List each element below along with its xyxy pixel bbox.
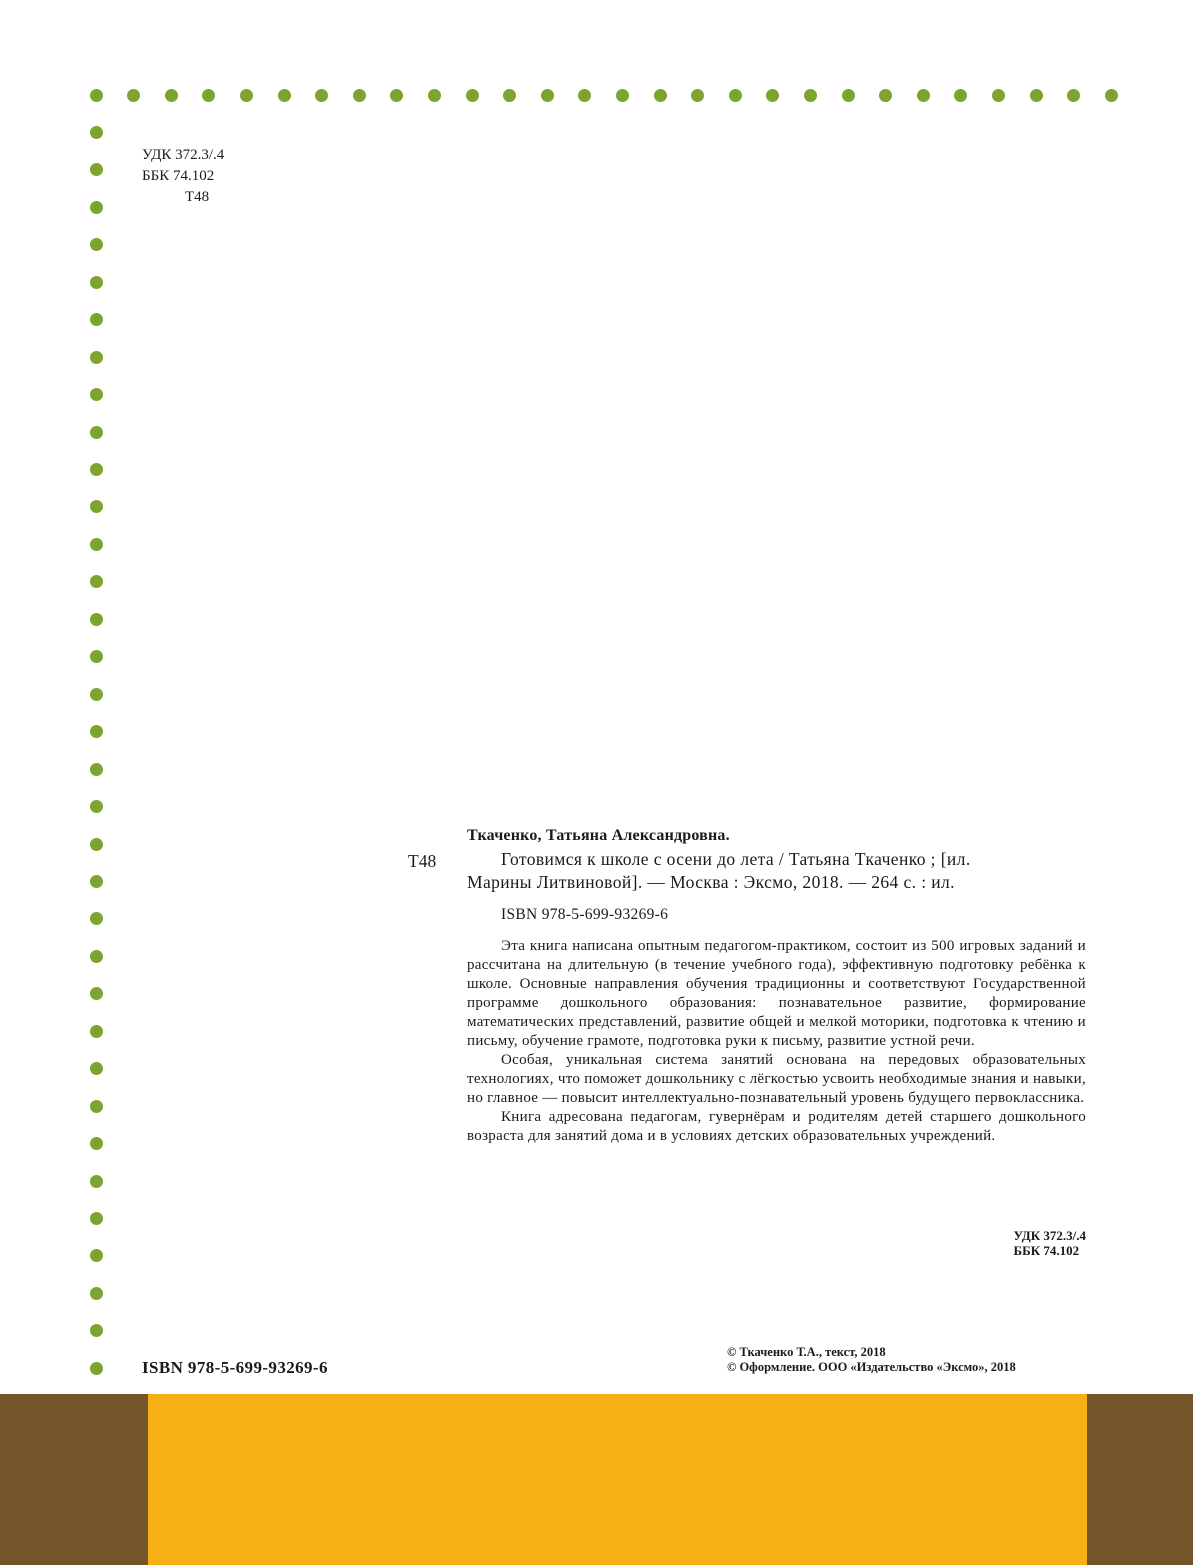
record-title-line-2: Марины Литвиновой]. — Москва : Эксмо, 2018. — 264 с. : ил. (467, 872, 955, 892)
border-dot (766, 89, 779, 102)
border-dot (90, 238, 103, 251)
copyright-block (727, 1345, 1016, 1375)
border-dot (90, 763, 103, 776)
abstract-paragraph-3: Книга адресована педагогам, гувернёрам и родителям детей старшего дошкольного возраста для занятий дома и в условиях детских образовательных учреждений. (467, 1109, 1086, 1144)
copyright-design-line: © Оформление. ООО «Издательство «Эксмо», 2018 (727, 1360, 1016, 1374)
abstract-paragraph-2: Особая, уникальная система занятий основана на передовых образовательных технологиях, что поможет дошкольнику с лёгкостью усвоить необходимые знания и навыки, но главное — повысит интеллектуально-познавательный уровень будущего первоклассника. (467, 1052, 1086, 1106)
border-dot (90, 89, 103, 102)
udk-code: УДК 372.3/.4 (142, 147, 225, 163)
border-dot (315, 89, 328, 102)
border-dot (90, 1175, 103, 1188)
bbk-code-bottom: ББК 74.102 (1013, 1243, 1080, 1258)
border-dot (90, 1324, 103, 1337)
border-dot (879, 89, 892, 102)
border-dot (90, 575, 103, 588)
bibliographic-record (467, 826, 1086, 1146)
border-dot (90, 1212, 103, 1225)
border-dot (1067, 89, 1080, 102)
border-dot (1105, 89, 1118, 102)
border-dot (616, 89, 629, 102)
border-dot (503, 89, 516, 102)
border-dot (804, 89, 817, 102)
border-dot (954, 89, 967, 102)
border-dot (654, 89, 667, 102)
border-dot (90, 912, 103, 925)
border-dot (90, 1287, 103, 1300)
author-mark: Т48 (185, 189, 210, 205)
abstract-paragraph-1: Эта книга написана опытным педагогом-практиком, состоит из 500 игровых заданий и рассчитана на длительную (в течение учебного года), эффективную подготовку ребёнка к школе. Основные направления обучения традиционны и соответствуют Государственной программе дошкольного образования: познавательное развитие, формирование математических представлений, развитие общей и мелкой моторики, подготовка к чтению и письму, обучение грамоте, подготовка руки к письму, развитие устной речи. (467, 938, 1086, 1049)
border-dot (917, 89, 930, 102)
border-dot (90, 950, 103, 963)
border-dot (165, 89, 178, 102)
border-dot (90, 463, 103, 476)
classification-codes (1014, 1228, 1086, 1258)
record-title-line-1: Готовимся к школе с осени до лета / Татьяна Ткаченко ; [ил. (501, 849, 971, 869)
border-dot (90, 313, 103, 326)
border-dot (90, 126, 103, 139)
border-dot (90, 276, 103, 289)
border-dot (90, 1137, 103, 1150)
border-dot (240, 89, 253, 102)
border-dot (390, 89, 403, 102)
border-dot (90, 426, 103, 439)
border-dot (90, 725, 103, 738)
border-dot (729, 89, 742, 102)
bottom-band-center (148, 1394, 1087, 1565)
record-author: Ткаченко, Татьяна Александровна. (467, 827, 730, 844)
border-dot (691, 89, 704, 102)
record-isbn: ISBN 978-5-699-93269-6 (501, 906, 669, 923)
border-dot (90, 1362, 103, 1375)
border-dot (90, 1025, 103, 1038)
border-dot (578, 89, 591, 102)
border-dot (842, 89, 855, 102)
border-dot (90, 1249, 103, 1262)
border-dot (90, 1100, 103, 1113)
border-dot (1030, 89, 1043, 102)
border-dot (541, 89, 554, 102)
border-dot (90, 388, 103, 401)
border-dot (353, 89, 366, 102)
border-dot (90, 163, 103, 176)
border-dot (90, 538, 103, 551)
border-dot (278, 89, 291, 102)
isbn-footer: ISBN 978-5-699-93269-6 (142, 1358, 328, 1377)
border-dot (90, 201, 103, 214)
border-dot (90, 987, 103, 1000)
copyright-text-line: © Ткаченко Т.А., текст, 2018 (727, 1345, 886, 1359)
border-dot (90, 650, 103, 663)
udk-code-bottom: УДК 372.3/.4 (1013, 1228, 1086, 1243)
border-dot (90, 613, 103, 626)
border-dot (90, 500, 103, 513)
border-dot (90, 688, 103, 701)
border-dot (90, 351, 103, 364)
record-abstract (467, 937, 1086, 1146)
bottom-band-left (0, 1394, 148, 1565)
border-dot (992, 89, 1005, 102)
border-dot (90, 838, 103, 851)
catalog-codes-header (142, 145, 224, 208)
border-dot (466, 89, 479, 102)
record-author-mark: Т48 (408, 851, 437, 871)
border-dot (90, 875, 103, 888)
border-dot (90, 800, 103, 813)
border-dot (202, 89, 215, 102)
border-dot (127, 89, 140, 102)
border-dot (90, 1062, 103, 1075)
bbk-code: ББК 74.102 (142, 168, 215, 184)
bottom-band-right (1087, 1394, 1193, 1565)
border-dot (428, 89, 441, 102)
